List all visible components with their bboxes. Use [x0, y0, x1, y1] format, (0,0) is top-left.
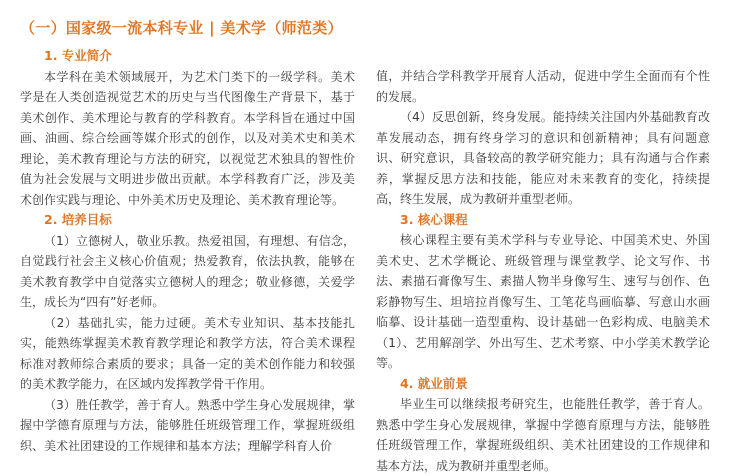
intro-paragraph: 本学科在美术领域展开，为艺术门类下的一级学科。美术学是在人类创造视觉艺术的历史与当代图像生产背景下，基于美术创作、美术理论与教育的学科教育。本学科旨在通过中国画、油画、综合绘画等媒介形式的创作，以及对美术史和美术理论，美术教育理论与方法的研究，以视觉艺术独具的智性价值为社会发展与文明进步做出贡献。本学科教育广泛，涉及美术创作实践与理论、中外美术历史及理论、美术教育理论等。: [20, 69, 355, 207]
goal-paragraph-3: （3）胜任教学，善于育人。熟悉中学生身心发展规律，掌握中学德育原理与方法，能够胜任班级管理工作，掌握班级组织、美术社团建设的工作规律和基本方法；理解学科育人价: [20, 397, 355, 453]
section-heading-career: 4. 就业前景: [400, 375, 468, 391]
section-heading-intro: 1. 专业简介: [44, 48, 112, 63]
goal-paragraph-1: （1）立德树人，敬业乐教。热爱祖国，有理想、有信念，自觉践行社会主义核心价值观；热爱教育，依法执教，能够在美术教育教学中自觉落实立德树人的理念；敬业修德，关爱学生，成长为“四有”好老师。: [20, 233, 355, 309]
left-column: [20, 46, 355, 456]
section-heading-goals: 2. 培养目标: [44, 212, 112, 227]
courses-paragraph: 核心课程主要有美术学科与专业导论、中国美术史、外国美术史、艺术学概论、班级管理与课堂教学、论文写作、书法、素描石膏像写生、素描人物半身像写生、速写与创作、色彩静物写生、坦培拉肖像写生、工笔花鸟画临摹、写意山水画临摹、设计基础一造型重构、设计基础一色彩构成、电脑美术（1）、艺用解剖学、外出写生、艺术考察、中小学美术教学论等。: [376, 233, 710, 370]
career-paragraph: 毕业生可以继续报考研究生，也能胜任教学，善于育人。熟悉中学生身心发展规律，掌握中学德育原理与方法，能够胜任班级管理工作，掌握班级组织、美术社团建设的工作规律和基本方法，成为教研并重型老师。: [376, 397, 710, 473]
goal-paragraph-3-continued: 值，并结合学科教学开展育人活动，促进中学生全面而有个性的发展。: [376, 69, 710, 104]
goal-paragraph-2: （2）基础扎实，能力过硬。美术专业知识、基本技能扎实，能熟练掌握美术教育教学理论和教学方法，符合美术课程标准对教师综合素质的要求；具备一定的美术创作能力和较强的美术教学能力，在区域内发挥教学骨干作用。: [20, 315, 355, 391]
page-title: （一）国家级一流本科专业 | 美术学（师范类）: [20, 19, 343, 37]
right-column: [376, 66, 710, 476]
section-heading-courses: 3. 核心课程: [400, 211, 468, 227]
goal-paragraph-4: （4）反思创新，终身发展。能持续关注国内外基础教育改革发展动态，拥有终身学习的意识和创新精神；具有问题意识、研究意识，具备较高的教学研究能力；具有沟通与合作素养，掌握反思方法和技能，能应对未来教育的变化，持续提高，终生发展，成为教研并重型老师。: [376, 110, 710, 206]
